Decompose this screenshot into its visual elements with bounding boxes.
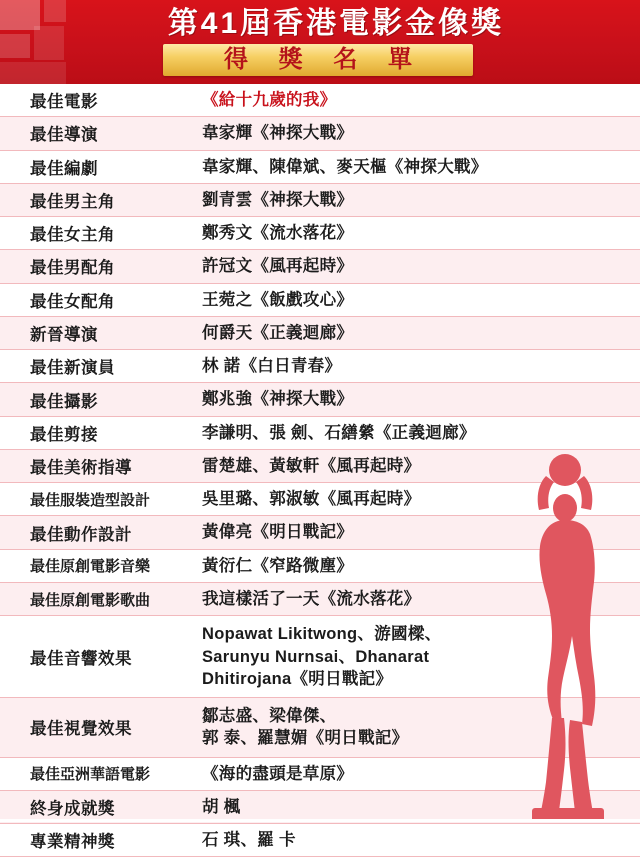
decor-block [0,62,66,84]
table-row [0,483,640,516]
award-category: 最佳音響效果 [30,649,132,668]
award-winner: 胡 楓 [202,797,241,816]
table-row [0,417,640,450]
award-category: 最佳攝影 [30,392,98,411]
award-winner: 何爵天《正義迴廊》 [202,323,354,342]
award-category: 最佳男主角 [30,192,115,211]
award-category: 最佳美術指導 [30,459,132,478]
header-banner [0,0,640,84]
winner-line: 郭 泰、羅慧媚《明日戰記》 [202,729,409,748]
award-winner: 吳里璐、郭淑敏《風再起時》 [202,490,421,509]
award-winner: 鄭秀文《流水落花》 [202,224,354,243]
winners-table [0,84,640,857]
award-winner: 韋家輝《神探大戰》 [202,124,354,143]
award-category: 最佳編劇 [30,159,98,178]
award-winner: 王菀之《飯戲攻心》 [202,290,354,309]
award-category: 最佳動作設計 [30,525,132,544]
award-category: 最佳導演 [30,126,98,145]
award-winner: 石 琪、羅 卡 [202,831,296,850]
award-category: 最佳新演員 [30,359,115,378]
award-winner: 我這樣活了一天《流水落花》 [202,589,421,608]
award-category: 最佳女主角 [30,226,115,245]
table-row [0,217,640,250]
table-row [0,758,640,791]
award-category: 最佳亞洲華語電影 [30,766,151,784]
table-row [0,350,640,383]
award-category: 最佳女配角 [30,292,115,311]
award-winner: 許冠文《風再起時》 [202,257,354,276]
winner-line: Sarunyu Nurnsai、Dhanarat [202,647,430,666]
award-winner: 韋家輝、陳偉斌、麥天樞《神探大戰》 [202,157,488,176]
winner-line: Nopawat Likitwong、游國樑、 [202,625,442,644]
award-category: 最佳服裝造型設計 [30,491,151,509]
winner-line: 鄒志盛、梁偉傑、 [202,707,337,726]
award-category: 最佳電影 [30,93,98,112]
award-winner: 鄭兆強《神探大戰》 [202,390,354,409]
table-row [0,383,640,416]
bottom-edge [0,819,640,822]
table-row [0,284,640,317]
award-winner [196,698,640,757]
award-category: 新晉導演 [30,325,98,344]
table-row [0,583,640,616]
table-row [0,450,640,483]
table-row [0,550,640,583]
award-category: 最佳男配角 [30,259,115,278]
award-winner [196,616,640,697]
award-winner: 黃衍仁《窄路微塵》 [202,556,354,575]
award-category: 終身成就獎 [30,799,115,818]
table-row [0,250,640,283]
table-row [0,698,640,758]
winner-line: Dhitirojana《明日戰記》 [202,669,393,688]
award-winner: 劉青雲《神探大戰》 [202,190,354,209]
subtitle-container [163,44,473,78]
decor-block [44,0,66,22]
award-winner: 林 諾《白日青春》 [202,357,342,376]
subtitle: 得 獎 名 單 [223,46,424,73]
award-category: 最佳視覺效果 [30,720,132,739]
award-category: 專業精神獎 [30,833,115,852]
decor-block [0,34,30,58]
table-row [0,616,640,698]
decor-block [34,26,64,60]
table-row [0,516,640,549]
table-row [0,317,640,350]
award-category: 最佳原創電影歌曲 [30,591,151,609]
decorative-blocks [0,0,96,84]
table-row [0,184,640,217]
award-winner: 黃偉亮《明日戰記》 [202,523,354,542]
award-category: 最佳原創電影音樂 [30,558,151,576]
table-row [0,151,640,184]
award-winner: 《海的盡頭是草原》 [202,764,354,783]
table-row [0,84,640,117]
page-title: 第41屆香港電影金像獎 [167,7,505,40]
award-winner: 李謙明、張 劍、石繕縈《正義迴廊》 [202,423,476,442]
table-row [0,117,640,150]
award-winner: 雷楚雄、黃敏軒《風再起時》 [202,456,421,475]
award-winner: 《給十九歲的我》 [202,91,337,109]
table-row [0,824,640,857]
award-category: 最佳剪接 [30,425,98,444]
